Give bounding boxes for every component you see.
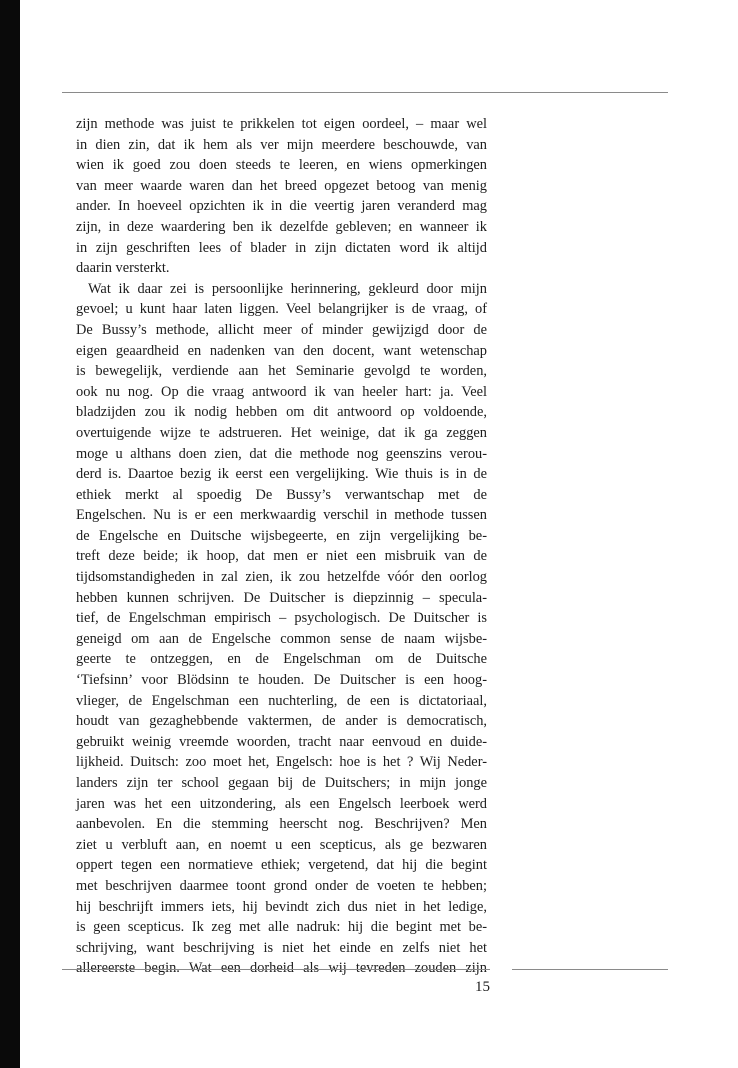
text-line: wien ik goed zou doen steeds te leeren, en wiens opmerkingen bbox=[76, 157, 487, 174]
text-line: landers zijn ter school gegaan bij de Duitschers; in mijn jonge bbox=[76, 775, 487, 791]
scan-edge-bar bbox=[0, 0, 20, 1068]
text-line: is geen scepticus. Ik zeg met alle nadruk: hij die begint met be- bbox=[76, 919, 487, 936]
text-line: ziet u verbluft aan, en noemt u een scepticus, als ge bezwaren bbox=[76, 836, 487, 853]
text-line: in dien zin, dat ik hem als ver mijn meerdere beschouwde, van bbox=[76, 136, 487, 153]
text-line: zijn methode was juist te prikkelen tot eigen oordeel, – maar wel bbox=[76, 116, 487, 132]
text-line: tief, de Engelschman empirisch – psychologisch. De Duitscher is bbox=[76, 610, 487, 627]
text-line: de Engelsche en Duitsche wijsbegeerte, en zijn vergelijking be- bbox=[76, 527, 487, 544]
text-line: lijkheid. Duitsch: zoo moet het, Engelsch: hoe is het ? Wij Neder- bbox=[76, 754, 487, 771]
text-line: zijn, in deze waardering ben ik dezelfde gebleven; en wanneer ik bbox=[76, 218, 487, 235]
text-line: moge u althans doen zien, dat die methode nog geenszins verou- bbox=[76, 445, 487, 462]
text-line: bladzijden zou ik nodig hebben om dit antwoord op voldoende, bbox=[76, 404, 487, 421]
text-line: jaren was het een uitzondering, als een Engelsch leerboek werd bbox=[76, 795, 487, 812]
text-line: overtuigende wijze te adstrueren. Het weinige, dat ik ga zeggen bbox=[76, 424, 487, 441]
text-line: hebben kunnen schrijven. De Duitscher is diepzinnig – specula- bbox=[76, 589, 487, 606]
text-line: ander. In hoeveel opzichten ik in die veertig jaren veranderd mag bbox=[76, 198, 487, 215]
text-line: daarin versterkt. bbox=[76, 260, 170, 277]
text-line: is bewegelijk, verdiende aan het Seminarie gevolgd te worden, bbox=[76, 363, 487, 380]
text-line: eigen geaardheid en nadenken van den docent, want wetenschap bbox=[76, 342, 487, 359]
text-line: geneigd om aan de Engelsche common sense de naam wijsbe- bbox=[76, 630, 487, 647]
text-line: Engelschen. Nu is er een merkwaardig verschil in methode tussen bbox=[76, 507, 487, 524]
text-line: geerte te ontzeggen, en de Engelschman om de Duitsche bbox=[76, 651, 487, 668]
text-line: treft deze beide; ik hoop, dat men er niet een misbruik van de bbox=[76, 548, 487, 565]
text-line: gebruikt weinig vreemde woorden, tracht naar eenvoud en duide- bbox=[76, 733, 487, 750]
text-line: vlieger, de Engelschman een nuchterling, de een is dictatoriaal, bbox=[76, 692, 487, 709]
text-line: schrijving, want beschrijving is niet het einde en zelfs niet het bbox=[76, 939, 487, 956]
text-line: van meer waarde waren dan het breed opgezet betoog van menig bbox=[76, 177, 487, 194]
text-line: hij beschrijft immers iets, hij bevindt zich dus niet in het ledige, bbox=[76, 898, 487, 915]
body-text bbox=[76, 114, 487, 979]
text-line: derd is. Daartoe bezig ik eerst een vergelijking. Wie thuis is in de bbox=[76, 466, 487, 483]
text-line: oppert tegen een normatieve ethiek; vergetend, dat hij die begint bbox=[76, 857, 487, 874]
text-line: gevoel; u kunt haar laten liggen. Veel belangrijker is de vraag, of bbox=[76, 301, 487, 318]
header-rule bbox=[62, 92, 668, 93]
footer-rule-left bbox=[62, 969, 490, 970]
text-line: aanbevolen. En die stemming heerscht nog. Beschrijven? Men bbox=[76, 816, 487, 833]
text-line: ook nu nog. Op die vraag antwoord ik van heeler hart: ja. Veel bbox=[76, 383, 487, 400]
text-line: houdt van gezaghebbende vaktermen, de ander is democratisch, bbox=[76, 713, 487, 730]
text-line: met beschrijven daarmee toont grond onder de voeten te hebben; bbox=[76, 877, 487, 894]
text-line: Wat ik daar zei is persoonlijke herinnering, gekleurd door mijn bbox=[88, 280, 487, 297]
text-line: ethiek merkt al spoedig De Bussy’s verwantschap met de bbox=[76, 486, 487, 503]
text-line: allereerste begin. Wat een dorheid als wij tevreden zouden zijn bbox=[76, 960, 487, 977]
page-number: 15 bbox=[475, 979, 490, 995]
text-line: ‘Tiefsinn’ voor Blödsinn te houden. De Duitscher is een hoog- bbox=[76, 672, 487, 689]
text-line: in zijn geschriften lees of blader in zijn dictaten word ik altijd bbox=[76, 239, 487, 256]
text-line: De Bussy’s methode, allicht meer of minder gewijzigd door de bbox=[76, 321, 487, 338]
text-line: tijdsomstandigheden in zal zien, ik zou hetzelfde vóór den oorlog bbox=[76, 569, 487, 586]
footer-rule-right bbox=[512, 969, 668, 970]
